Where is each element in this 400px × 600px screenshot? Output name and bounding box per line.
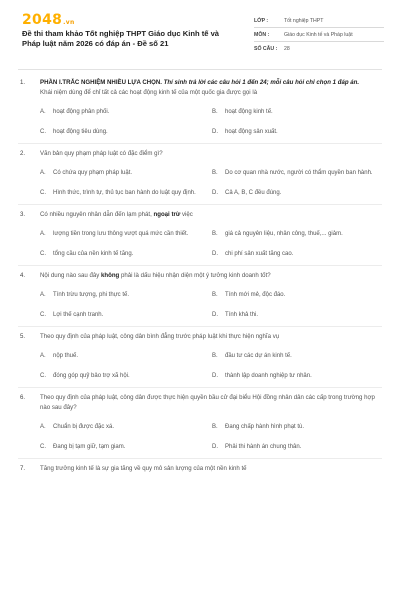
question-text: Có nhiều nguyên nhân dẫn đến lạm phát, ngoại trừ việc xyxy=(40,211,193,218)
question-list xyxy=(0,78,400,486)
question-divider xyxy=(18,326,382,327)
question-1 xyxy=(0,78,400,137)
exam-meta-table xyxy=(254,14,384,55)
header xyxy=(0,0,400,64)
site-logo[interactable] xyxy=(22,12,75,28)
option-a[interactable]: A. Có chứa quy phạm pháp luật. xyxy=(40,169,133,176)
answer-options xyxy=(40,422,380,452)
option-c[interactable]: C. tổng cầu của nền kinh tế tăng. xyxy=(40,250,134,257)
option-b[interactable]: B. đầu tư các dự án kinh tế. xyxy=(212,352,292,359)
meta-key: SỐ CÂU : xyxy=(254,45,278,52)
option-b[interactable]: B. giá cả nguyên liệu, nhân công, thuế,... giảm. xyxy=(212,230,343,237)
header-divider xyxy=(18,69,382,70)
question-4 xyxy=(0,271,400,320)
question-divider xyxy=(18,265,382,266)
option-b[interactable]: B. Đang chấp hành hình phạt tù. xyxy=(212,423,305,430)
meta-key: LỚP : xyxy=(254,17,269,24)
question-number: 6. xyxy=(20,394,26,401)
option-b[interactable]: B. hoạt động kinh tế. xyxy=(212,108,273,115)
meta-row-question-count xyxy=(254,42,384,55)
emphasis-text: ngoại trừ xyxy=(153,211,181,218)
meta-value: Giáo dục Kinh tế và Pháp luật xyxy=(284,31,353,38)
question-number: 7. xyxy=(20,465,26,472)
emphasis-text: không xyxy=(100,272,120,279)
option-d[interactable]: D. Cả A, B, C đều đúng. xyxy=(212,189,282,196)
question-text: Theo quy định của pháp luật, công dân được thực hiện quyền bầu cử đại biểu Hội đồng nhân dân các cấp trong trường hợp nào sau đây? xyxy=(40,394,375,411)
question-divider xyxy=(18,204,382,205)
question-divider xyxy=(18,387,382,388)
option-d[interactable]: D. thành lập doanh nghiệp tư nhân. xyxy=(212,372,312,379)
meta-value: 28 xyxy=(284,45,290,52)
question-3 xyxy=(0,210,400,259)
question-6 xyxy=(0,393,400,452)
meta-row-grade xyxy=(254,14,384,28)
option-c[interactable]: C. Đang bị tạm giữ, tạm giam. xyxy=(40,443,126,450)
option-a[interactable]: A. lượng tiền trong lưu thông vượt quá mức cần thiết. xyxy=(40,230,189,237)
answer-options xyxy=(40,107,380,137)
page-title: Đề thi tham khảo Tốt nghiệp THPT Giáo dục Kinh tế và Pháp luật năm 2026 có đáp án - Đề số 21 xyxy=(22,29,220,48)
option-a[interactable]: A. hoạt động phân phối. xyxy=(40,108,110,115)
answer-options xyxy=(40,351,380,381)
option-b[interactable]: B. Tính mới mẻ, độc đáo. xyxy=(212,291,286,298)
question-text: Văn bản quy phạm pháp luật có đặc điểm gì? xyxy=(40,150,163,157)
option-c[interactable]: C. đóng góp quỹ bảo trợ xã hội. xyxy=(40,372,130,379)
question-number: 1. xyxy=(20,79,26,86)
option-a[interactable]: A. Chuẩn bị được đặc xá. xyxy=(40,423,114,430)
answer-options xyxy=(40,290,380,320)
question-7 xyxy=(0,464,400,474)
meta-row-subject xyxy=(254,28,384,42)
question-number: 3. xyxy=(20,211,26,218)
option-c[interactable]: C. Hình thức, trình tự, thủ tục ban hành do luật quy định. xyxy=(40,189,196,196)
meta-key: MÔN : xyxy=(254,31,270,38)
question-2 xyxy=(0,149,400,198)
question-number: 2. xyxy=(20,150,26,157)
question-number: 4. xyxy=(20,272,26,279)
question-divider xyxy=(18,143,382,144)
question-prompt: Khái niệm dùng để chỉ tất cả các hoạt động kinh tế của một quốc gia được gọi là xyxy=(40,89,258,96)
question-text xyxy=(40,78,382,98)
section-instruction: Thí sinh trả lời các câu hỏi 1 đến 24; mỗi câu hỏi chỉ chọn 1 đáp án. xyxy=(163,79,360,86)
option-a[interactable]: A. nộp thuế. xyxy=(40,352,79,359)
question-text: Nội dung nào sau đây không phải là dấu hiệu nhận diện một ý tưởng kinh doanh tốt? xyxy=(40,272,271,279)
question-text: Theo quy định của pháp luật, công dân bình đẳng trước pháp luật khi thực hiện nghĩa vụ xyxy=(40,333,280,340)
option-d[interactable]: D. Phải thi hành án chung thân. xyxy=(212,443,302,450)
option-d[interactable]: D. chi phí sản xuất tăng cao. xyxy=(212,250,294,257)
answer-options xyxy=(40,168,380,198)
question-divider xyxy=(18,458,382,459)
question-number: 5. xyxy=(20,333,26,340)
question-text: Tăng trưởng kinh tế là sự gia tăng về quy mô sản lượng của một nền kinh tế xyxy=(40,465,247,472)
option-b[interactable]: B. Do cơ quan nhà nước, người có thẩm quyền ban hành. xyxy=(212,169,373,176)
logo-sub: .vn xyxy=(63,19,75,26)
logo-main: 2048 xyxy=(22,12,63,28)
section-heading: PHẦN I.TRẮC NGHIỆM NHIỀU LỰA CHỌN. xyxy=(40,79,162,86)
option-a[interactable]: A. Tính trừu tượng, phi thực tế. xyxy=(40,291,130,298)
question-5 xyxy=(0,332,400,381)
option-c[interactable]: C. hoạt động tiêu dùng. xyxy=(40,128,108,135)
option-d[interactable]: D. Tính khả thi. xyxy=(212,311,259,318)
answer-options xyxy=(40,229,380,259)
meta-value: Tốt nghiệp THPT xyxy=(284,17,324,24)
option-d[interactable]: D. hoạt động sản xuất. xyxy=(212,128,278,135)
option-c[interactable]: C. Lợi thế cạnh tranh. xyxy=(40,311,104,318)
